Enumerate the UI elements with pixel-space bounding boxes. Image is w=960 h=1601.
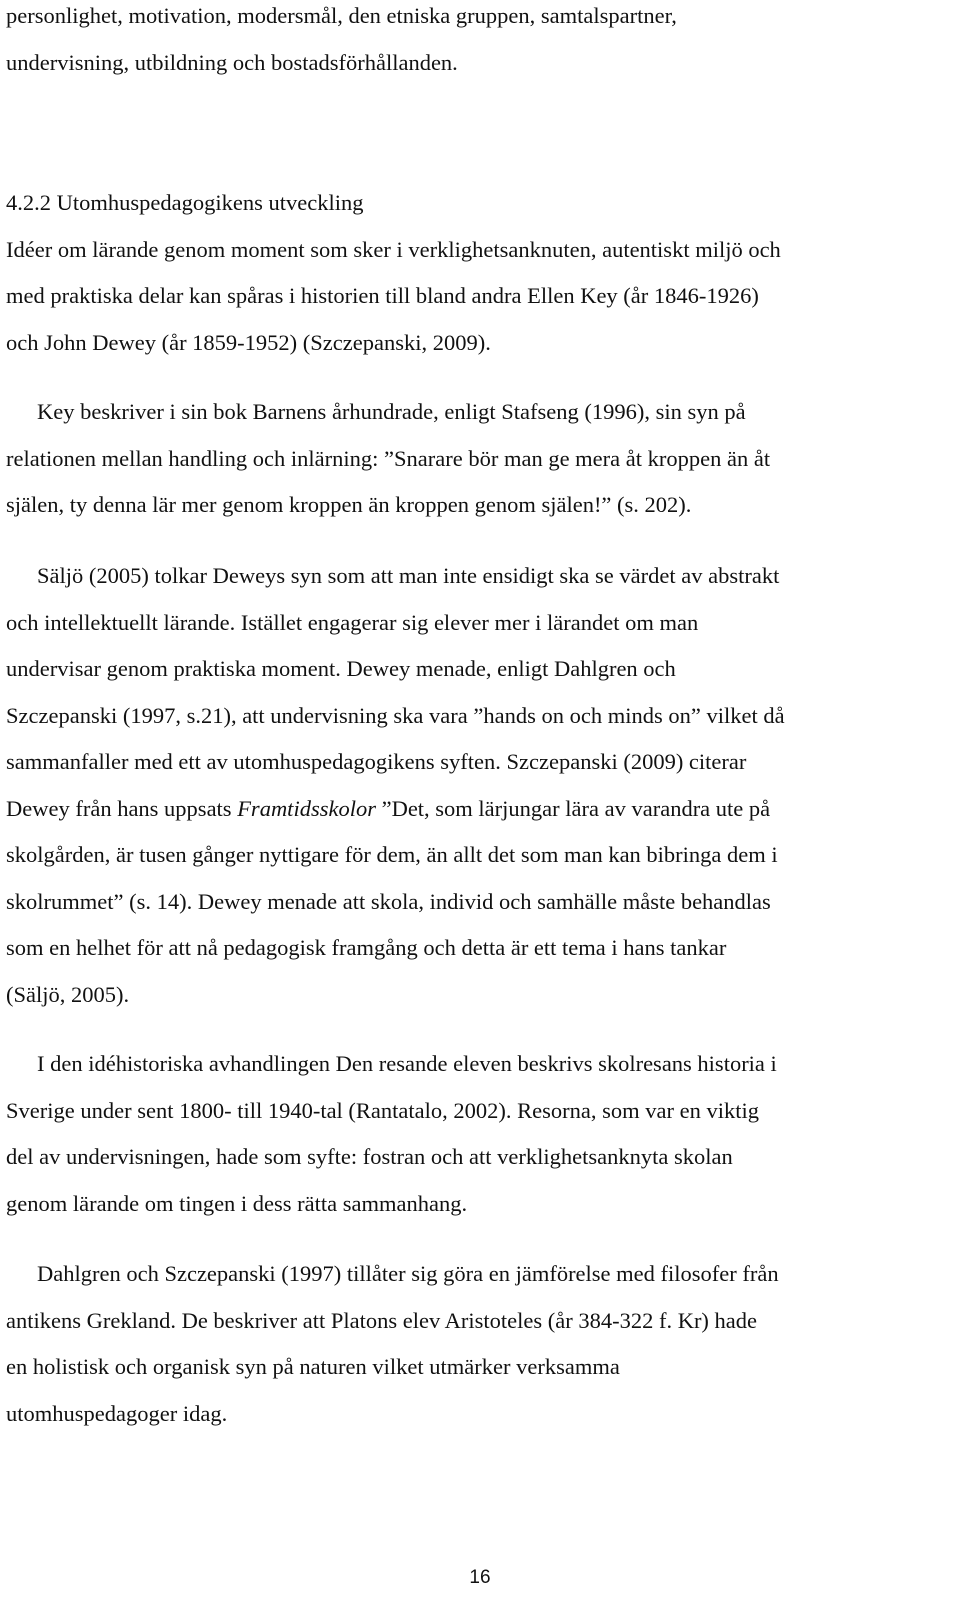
paragraph-rantatalo: [6, 1041, 946, 1227]
text-line: [6, 1251, 946, 1298]
text-line: skolrummet” (s. 14). Dewey menade att skola, individ och samhälle måste behandlas: [6, 888, 771, 914]
text-line: [6, 553, 946, 600]
text-span: Key beskriver i sin bok Barnens århundrade, enligt Stafseng (1996), sin syn på: [37, 399, 746, 424]
text-line: [6, 786, 946, 833]
text-line: sammanfaller med ett av utomhuspedagogikens syften. Szczepanski (2009) citerar: [6, 749, 747, 774]
intro-paragraph: [6, 0, 946, 86]
text-line: själen, ty denna lär mer genom kroppen än kroppen genom själen!” (s. 202).: [6, 492, 692, 517]
paragraph-key: [6, 389, 946, 529]
text-line: Idéer om lärande genom moment som sker i verklighetsanknuten, autentiskt miljö och: [6, 236, 781, 262]
text-line: en holistisk och organisk syn på naturen vilket utmärker verksamma: [6, 1354, 620, 1379]
text-line: Szczepanski (1997, s.21), att undervisning ska vara ”hands on och minds on” vilket då: [6, 702, 785, 728]
text-line: skolgården, är tusen gånger nyttigare för dem, än allt det som man kan bibringa dem i: [6, 842, 778, 867]
italic-title: Framtidsskolor: [237, 795, 376, 821]
text-line: personlighet, motivation, modersmål, den etniska gruppen, samtalspartner,: [6, 3, 677, 28]
text-span: Säljö (2005) tolkar Deweys syn som att man inte ensidigt ska se värdet av abstrakt: [37, 563, 780, 588]
text-span: Dahlgren och Szczepanski (1997) tillåter sig göra en jämförelse med filosofer från: [37, 1261, 779, 1286]
text-line: genom lärande om tingen i dess rätta sammanhang.: [6, 1190, 468, 1216]
text-line: [6, 389, 946, 436]
text-line: Sverige under sent 1800- till 1940-tal (Rantatalo, 2002). Resorna, som var en viktig: [6, 1097, 759, 1123]
text-line: (Säljö, 2005).: [6, 981, 130, 1007]
text-line: undervisning, utbildning och bostadsförhållanden.: [6, 49, 458, 75]
text-span: I den idéhistoriska avhandlingen Den resande eleven beskrivs skolresans historia i: [37, 1051, 777, 1076]
text-line: som en helhet för att nå pedagogisk framgång och detta är ett tema i hans tankar: [6, 935, 727, 960]
text-line: undervisar genom praktiska moment. Dewey menade, enligt Dahlgren och: [6, 656, 676, 681]
page-number: 16: [469, 1567, 491, 1588]
text-span: Dewey från hans uppsats: [6, 795, 238, 821]
text-line: utomhuspedagoger idag.: [6, 1400, 228, 1426]
text-line: [6, 1041, 946, 1088]
text-line: och intellektuellt lärande. Istället engagerar sig elever mer i lärandet om man: [6, 609, 699, 635]
text-line: relationen mellan handling och inlärning: ”Snarare bör man ge mera åt kroppen än åt: [6, 445, 771, 471]
text-span: ”Det, som lärjungar lära av varandra ute på: [375, 795, 771, 821]
text-line: och John Dewey (år 1859-1952) (Szczepanski, 2009).: [6, 329, 491, 355]
paragraph-aristoteles: [6, 1251, 946, 1437]
section-heading: 4.2.2 Utomhuspedagogikens utveckling: [6, 190, 364, 215]
text-line: med praktiska delar kan spåras i historien till bland andra Ellen Key (år 1846-1926): [6, 283, 759, 308]
paragraph-saljo: [6, 553, 946, 1018]
text-line: antikens Grekland. De beskriver att Platons elev Aristoteles (år 384-322 f. Kr) hade: [6, 1307, 758, 1333]
text-line: del av undervisningen, hade som syfte: fostran och att verklighetsanknyta skolan: [6, 1144, 733, 1169]
section-4-2-2: [6, 180, 946, 366]
